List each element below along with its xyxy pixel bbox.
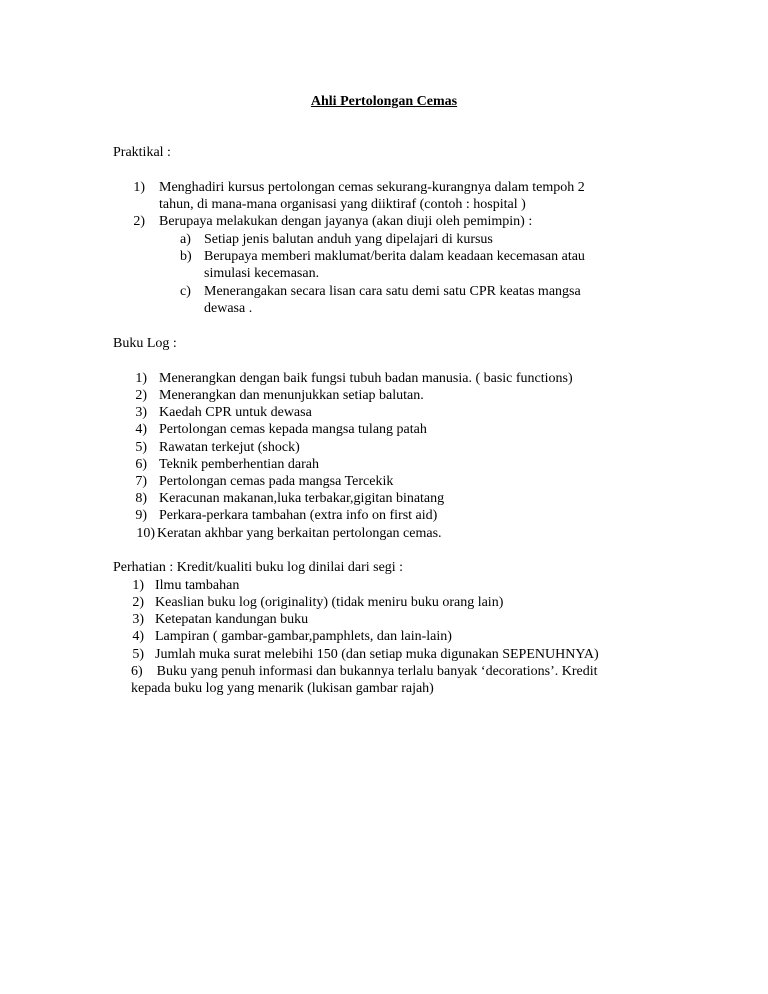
list-item-text: Teknik pemberhentian darah <box>159 457 319 472</box>
sublist-item-text: Menerangakan secara lisan cara satu demi satu CPR keatas mangsa <box>204 284 581 299</box>
list-item-text: Kaedah CPR untuk dewasa <box>159 405 312 420</box>
sublist-item-letter: a) <box>180 232 191 247</box>
list-item-number: 1) <box>132 578 144 593</box>
sublist-item-letter: c) <box>180 284 191 299</box>
list-item-text: tahun, di mana-mana organisasi yang diiktiraf (contoh : hospital ) <box>159 197 526 212</box>
list-item-text: Berupaya melakukan dengan jayanya (akan diuji oleh pemimpin) : <box>159 214 533 229</box>
list-item-number: 1) <box>135 371 147 386</box>
list-item-text: Menghadiri kursus pertolongan cemas sekurang-kurangnya dalam tempoh 2 <box>159 180 585 195</box>
list-item-text: Keracunan makanan,luka terbakar,gigitan binatang <box>159 491 445 506</box>
list-item-number: 7) <box>135 474 147 489</box>
list-item-number: 4) <box>132 629 144 644</box>
list-item-text: Ilmu tambahan <box>155 578 240 593</box>
list-item-text: Keaslian buku log (originality) (tidak meniru buku orang lain) <box>155 595 504 610</box>
sublist-item-text: dewasa . <box>204 301 253 316</box>
list-item-number: 9) <box>135 508 147 523</box>
list-item-number: 8) <box>135 491 147 506</box>
list-item-text: Rawatan terkejut (shock) <box>159 440 300 455</box>
document-title: Ahli Pertolongan Cemas <box>310 94 458 109</box>
list-item-text: Jumlah muka surat melebihi 150 (dan setiap muka digunakan SEPENUHNYA) <box>155 647 599 662</box>
list-item-text: kepada buku log yang menarik (lukisan gambar rajah) <box>131 681 434 696</box>
list-item-number: 2) <box>132 595 144 610</box>
sublist-item-text: Setiap jenis balutan anduh yang dipelajari di kursus <box>204 232 493 247</box>
list-item-text: Pertolongan cemas pada mangsa Tercekik <box>159 474 394 489</box>
list-item-text: Pertolongan cemas kepada mangsa tulang patah <box>159 422 427 437</box>
list-item-text: Keratan akhbar yang berkaitan pertolongan cemas. <box>157 526 442 541</box>
list-item-text: Perkara-perkara tambahan (extra info on first aid) <box>159 508 438 523</box>
list-item-text: Menerangkan dan menunjukkan setiap balutan. <box>159 388 424 403</box>
list-item-number: 1) <box>133 180 145 195</box>
list-item-number: 2) <box>135 388 147 403</box>
list-item-number: 2) <box>133 214 145 229</box>
praktikal-heading: Praktikal : <box>113 145 171 160</box>
list-item-number: 3) <box>135 405 147 420</box>
list-item-text: Ketepatan kandungan buku <box>155 612 309 627</box>
list-item-number: 5) <box>135 440 147 455</box>
list-item-text: Menerangkan dengan baik fungsi tubuh badan manusia. ( basic functions) <box>159 371 573 386</box>
list-item-number: 6) <box>135 457 147 472</box>
list-item-number: 3) <box>132 612 144 627</box>
list-item-text: Lampiran ( gambar-gambar,pamphlets, dan lain-lain) <box>155 629 452 644</box>
list-item-number: 10) <box>136 526 155 541</box>
list-item-text: 6) Buku yang penuh informasi dan bukannya terlalu banyak ‘decorations’. Kredit <box>131 664 598 679</box>
perhatian-heading: Perhatian : Kredit/kualiti buku log dinilai dari segi : <box>113 560 404 575</box>
sublist-item-letter: b) <box>180 249 192 264</box>
list-item-number: 4) <box>135 422 147 437</box>
sublist-item-text: simulasi kecemasan. <box>204 266 320 281</box>
buku-log-heading: Buku Log : <box>113 336 177 351</box>
list-item-number: 5) <box>132 647 144 662</box>
sublist-item-text: Berupaya memberi maklumat/berita dalam keadaan kecemasan atau <box>204 249 585 264</box>
